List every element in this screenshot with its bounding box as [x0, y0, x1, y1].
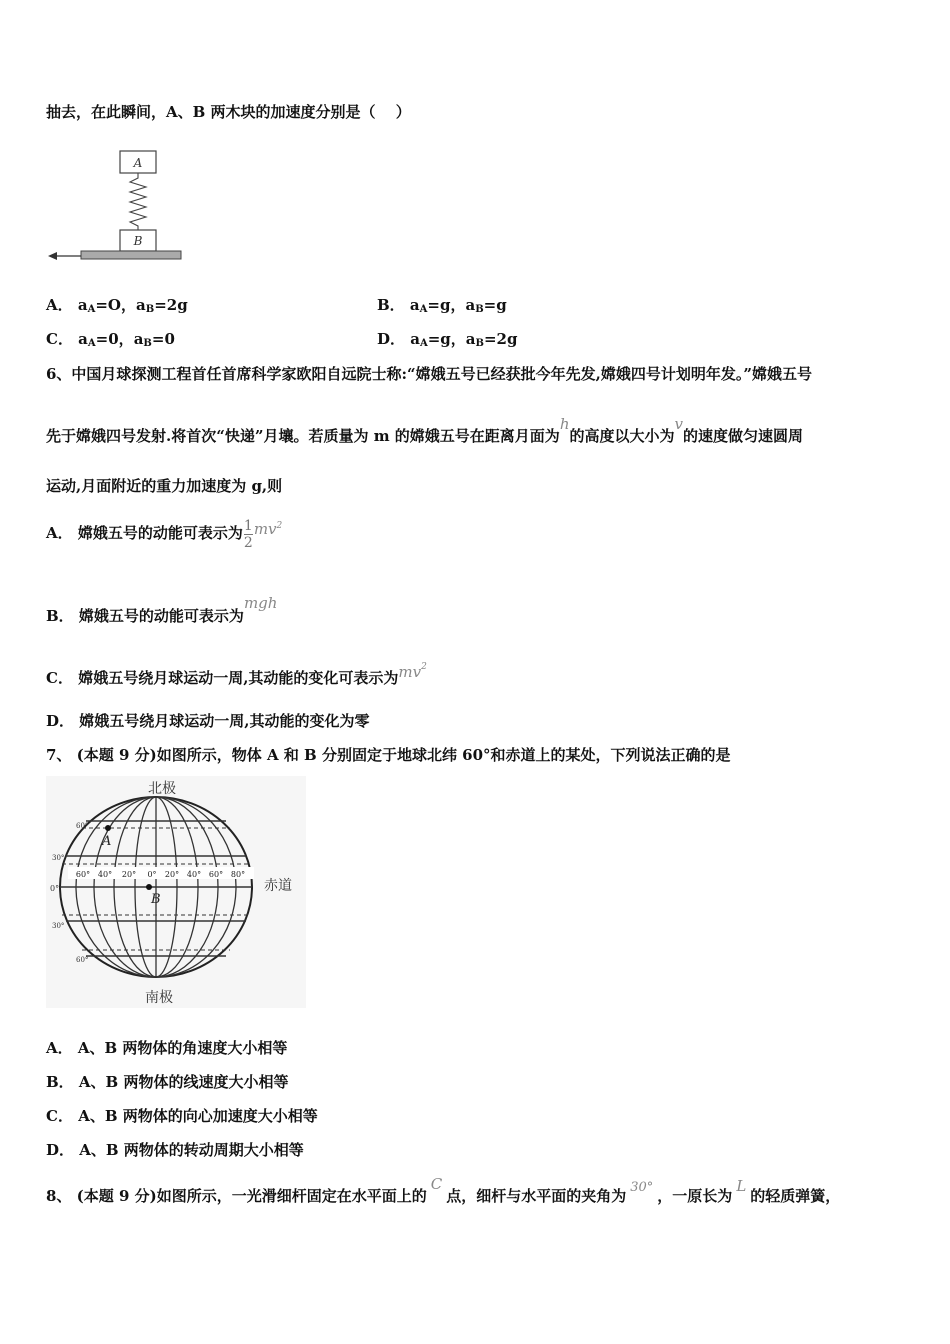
fraction-one-half: $\frac{1}{2}$	[243, 517, 253, 551]
q5-option-b[interactable]: B． $a_A=g$，$a_B=g$	[377, 296, 507, 315]
lat-label-30s: 30°	[52, 922, 65, 930]
lon-label-2: 40°	[97, 870, 113, 879]
q7-option-d[interactable]: D． A、B 两物体的转动周期大小相等	[46, 1141, 304, 1159]
lon-label-6: 40°	[186, 870, 202, 879]
q5-option-a[interactable]: A． $a_A=O$，$a_B=2g$	[46, 296, 188, 315]
point-b	[146, 884, 152, 890]
q6-stem-line1: 6、中国月球探测工程首任首席科学家欧阳自远院士称:“嫦娥五号已经获批今年先发,嫦娥四号计划明年发。”嫦娥五号	[46, 365, 812, 383]
q5-stem-tail: 抽去，在此瞬间，A、B 两木块的加速度分别是（ ）	[46, 103, 411, 121]
lon-label-3: 20°	[121, 870, 137, 879]
board	[81, 251, 181, 259]
point-a	[105, 825, 111, 831]
lat-label-30n: 30°	[52, 854, 65, 862]
q7-stem: 7、 (本题 9 分)如图所示，物体 A 和 B 分别固定于地球北纬 60°和赤道上的某处，下列说法正确的是	[46, 746, 731, 764]
q6-option-c[interactable]: C． 嫦娥五号绕月球运动一周,其动能的变化可表示为$mv^2$	[46, 662, 427, 687]
q6-stem-line2: 先于嫦娥四号发射.将首次“快递”月壤。若质量为 m 的嫦娥五号在距离月面为h的高度以大小为v的速度做匀速圆周	[46, 415, 803, 445]
symbol-h: h	[559, 415, 570, 433]
q7-option-b[interactable]: B． A、B 两物体的线速度大小相等	[46, 1073, 289, 1091]
lon-label-8: 80°	[230, 870, 246, 879]
lon-label-1: 60°	[75, 870, 91, 879]
lat-label-60n: 60°	[76, 822, 89, 830]
lon-label-5: 20°	[164, 870, 180, 879]
equator-label: 赤道	[264, 878, 292, 894]
lat-label-0: 0°	[50, 884, 60, 893]
q6-option-d[interactable]: D． 嫦娥五号绕月球运动一周,其动能的变化为零	[46, 712, 370, 730]
q5-option-c[interactable]: C． $a_A=0$，$a_B=0$	[46, 330, 175, 349]
point-a-label: A	[102, 834, 112, 849]
symbol-angle: 30°	[630, 1180, 654, 1195]
lon-label-4: 0°	[147, 870, 157, 879]
lat-label-60s: 60°	[76, 956, 89, 964]
south-pole-label: 南极	[145, 990, 173, 1006]
spring	[130, 173, 146, 230]
point-b-label: B	[151, 892, 161, 907]
lon-label-7: 60°	[208, 870, 224, 879]
symbol-c: C	[430, 1175, 443, 1193]
spring-blocks-figure	[46, 146, 186, 266]
q5-option-d[interactable]: D． $a_A=g$，$a_B=2g$	[377, 330, 518, 349]
block-a-label: A	[133, 156, 143, 170]
q7-option-c[interactable]: C． A、B 两物体的向心加速度大小相等	[46, 1107, 318, 1125]
symbol-l: L	[736, 1177, 747, 1195]
pull-arrow-head	[48, 252, 57, 260]
block-b-label: B	[133, 234, 143, 248]
north-pole-label: 北极	[148, 781, 176, 797]
q6-option-a[interactable]: A． 嫦娥五号的动能可表示为 $\frac{1}{2}$ $mv^2$	[46, 517, 283, 551]
globe-figure	[46, 776, 306, 1008]
symbol-v: v	[674, 415, 683, 433]
q6-stem-line3: 运动,月面附近的重力加速度为 g,则	[46, 477, 283, 495]
q8-stem: 8、 (本题 9 分)如图所示，一光滑细杆固定在水平面上的C点，细杆与水平面的夹角为 30° ，一原长为L的轻质弹簧，	[46, 1175, 841, 1205]
q7-option-a[interactable]: A． A、B 两物体的角速度大小相等	[46, 1039, 288, 1057]
q6-option-b[interactable]: B． 嫦娥五号的动能可表示为mgh	[46, 594, 278, 625]
